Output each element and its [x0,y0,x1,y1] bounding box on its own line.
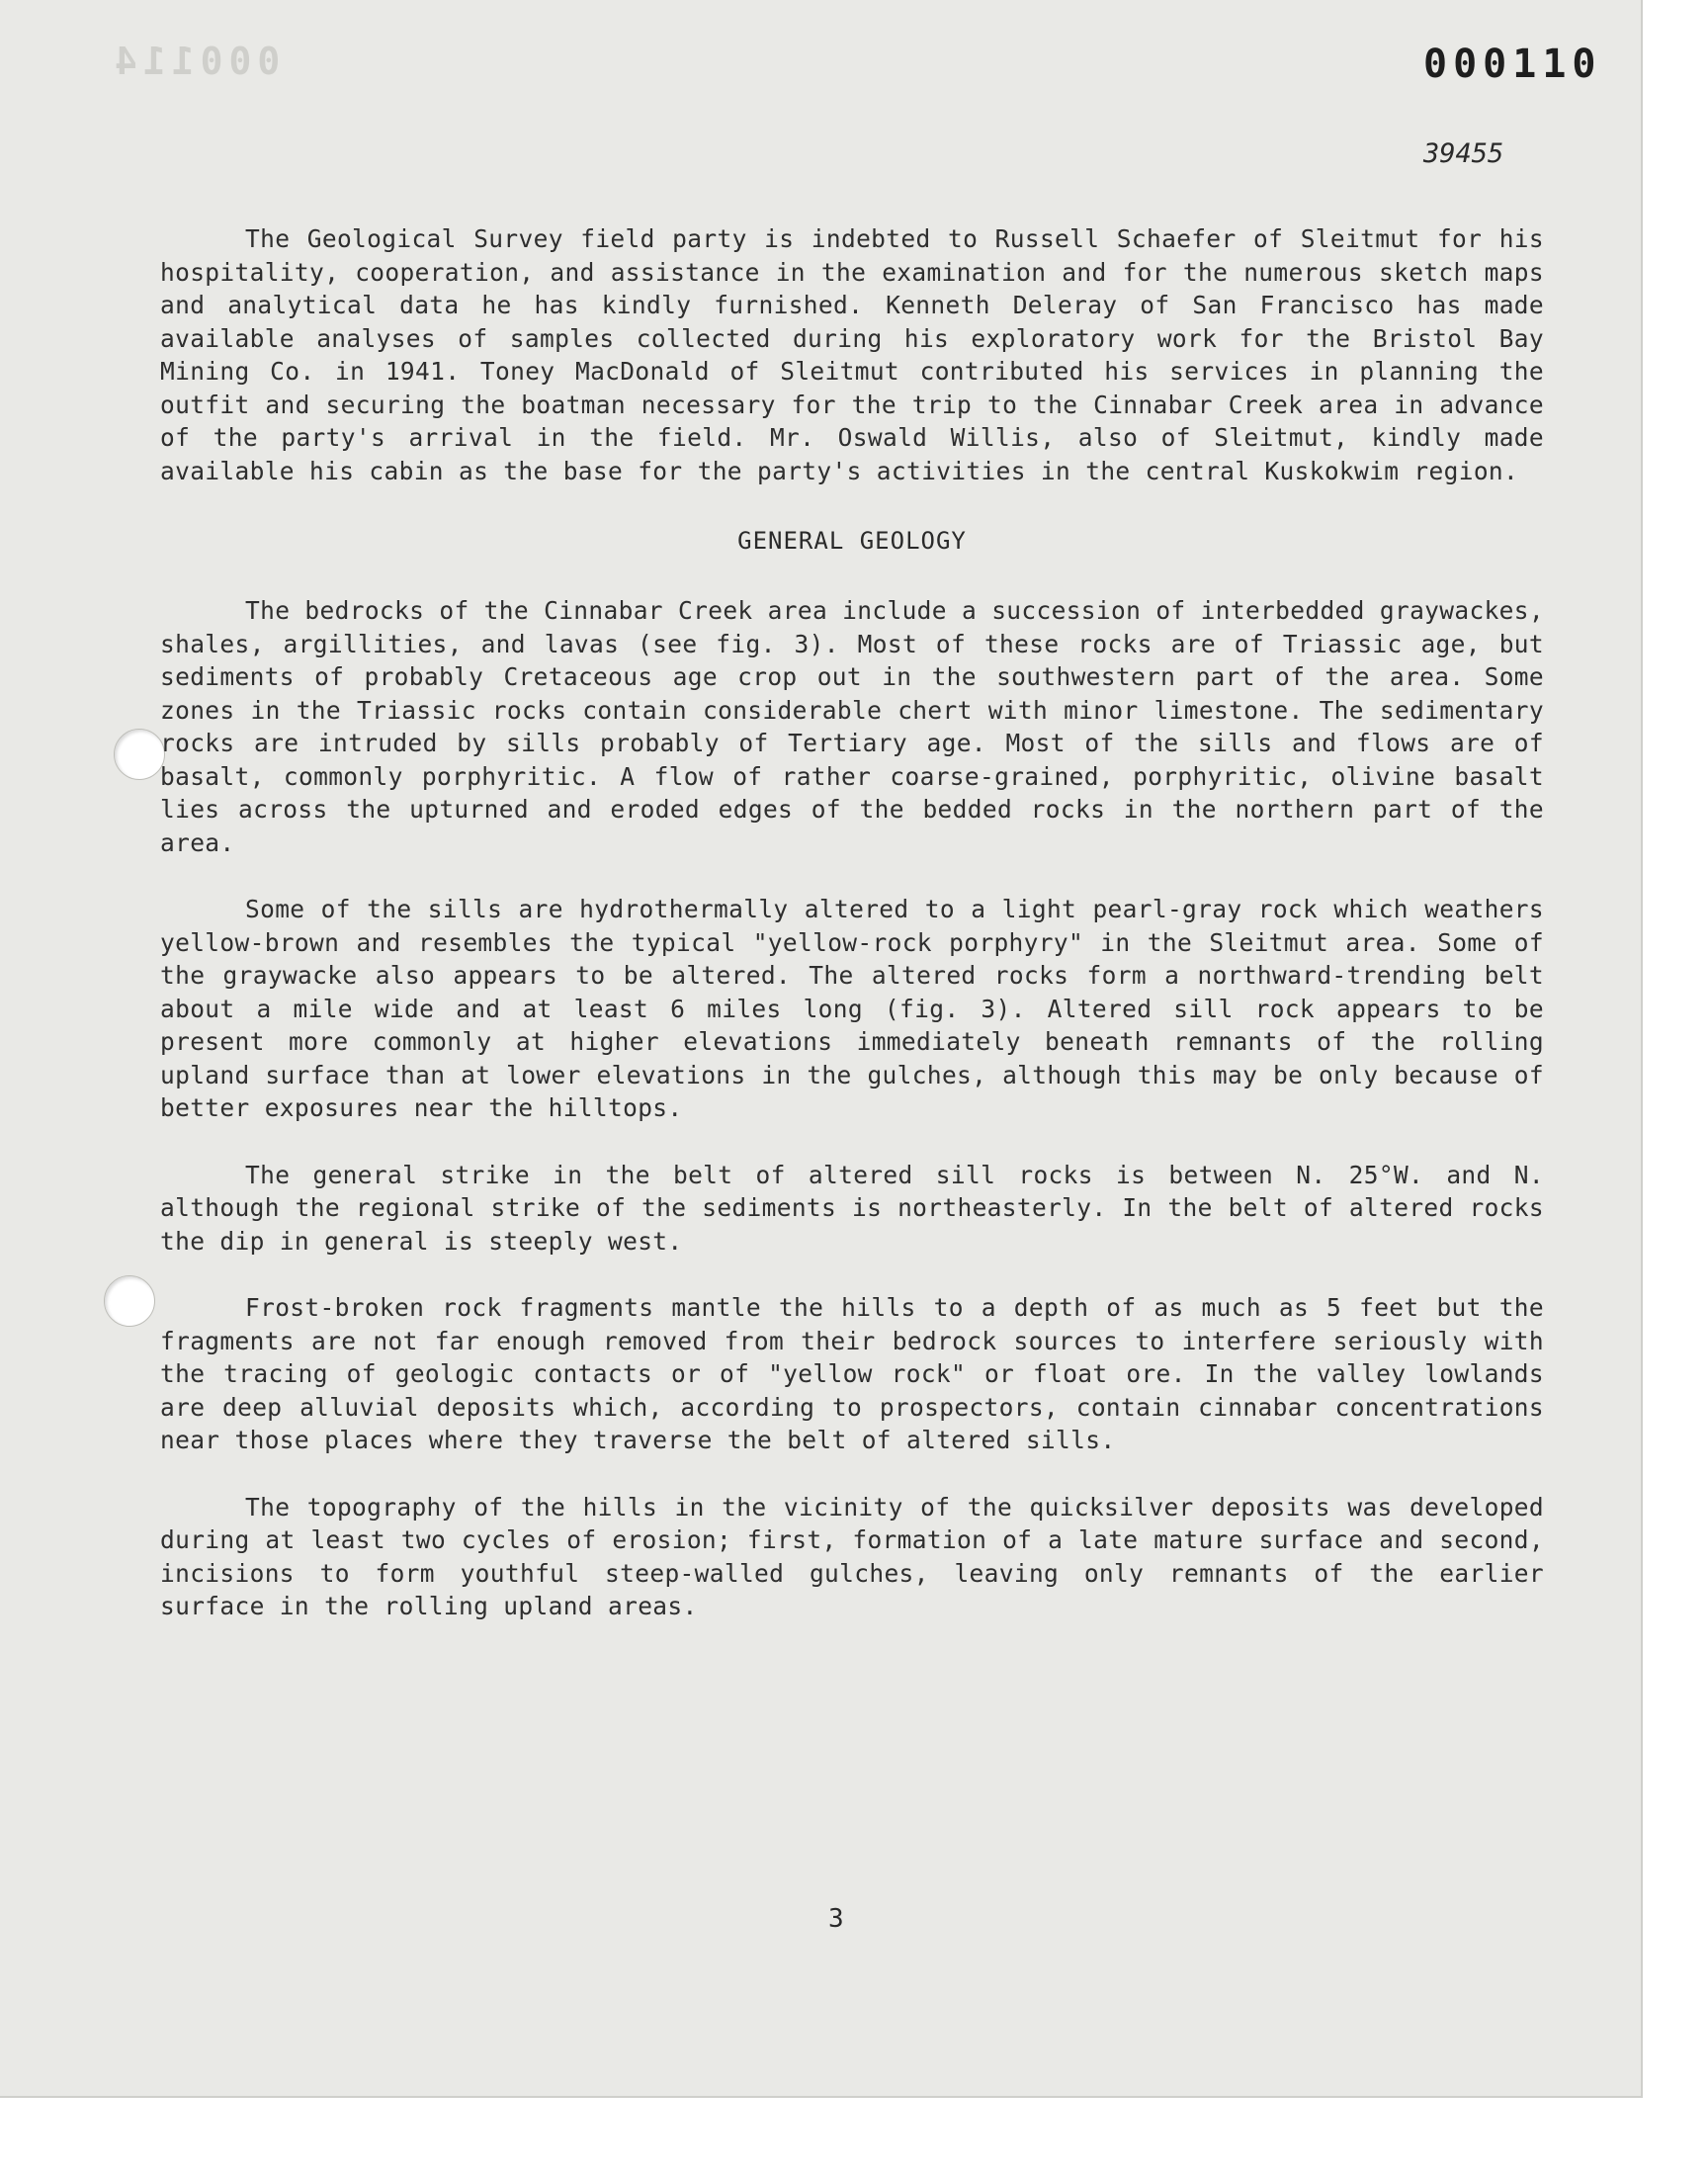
punch-hole [114,729,165,780]
bleed-through-number: 000114 [109,40,281,83]
body-paragraph: The general strike in the belt of altered sill rocks is between N. 25°W. and N. although the regional strike of the sediments is northeasterly. In the belt of altered rocks the dip in general is steeply west. [160,1160,1544,1256]
punch-hole [104,1275,155,1327]
body-paragraph: The bedrocks of the Cinnabar Creek area include a succession of interbedded graywackes, shales, argillities, and lavas (see fig. 3). Most of these rocks are of Triassic age, but sediments of probably Cretaceous age crop out in the southwestern part of the area. Some zones in the Triassic rocks contain considerable chert with minor limestone. The sedimentary rocks are intruded by sills probably of Tertiary age. Most of the sills and flows are of basalt, commonly porphyritic. A flow of rather coarse-grained, porphyritic, olivine basalt lies across the upturned and eroded edges of the bedded rocks in the northern part of the area. [160,596,1544,857]
body-paragraph: Some of the sills are hydrothermally altered to a light pearl-gray rock which weathers yellow-brown and resembles the typical "yellow-rock porphyry" in the Sleitmut area. Some of the graywacke also appears to be altered. The altered rocks form a northward-trending belt about a mile wide and at least 6 miles long (fig. 3). Altered sill rock appears to be present more commonly at higher elevations immediately beneath remnants of the rolling upland surface than at lower elevations in the gulches, although this may be only because of better exposures near the hilltops. [160,895,1544,1122]
page-number: 3 [828,1904,844,1934]
body-text [160,222,1544,1657]
body-paragraph: The topography of the hills in the vicinity of the quicksilver deposits was developed during at least two cycles of erosion; first, formation of a late mature surface and second, incisions to form youthful steep-walled gulches, leaving only remnants of the earlier surface in the rolling upland areas. [160,1492,1544,1620]
section-heading: GENERAL GEOLOGY [737,527,967,555]
reference-number: 39455 [1423,138,1504,169]
document-number: 000110 [1423,42,1602,87]
acknowledgments-paragraph: The Geological Survey field party is indebted to Russell Schaefer of Sleitmut for his hospitality, cooperation, and assistance in the examination and for the numerous sketch maps and analytical data he has kindly furnished. Kenneth Deleray of San Francisco has made available analyses of samples collected during his exploratory work for the Bristol Bay Mining Co. in 1941. Toney MacDonald of Sleitmut contributed his services in planning the outfit and securing the boatman necessary for the trip to the Cinnabar Creek area in advance of the party's arrival in the field. Mr. Oswald Willis, also of Sleitmut, kindly made available his cabin as the base for the party's activities in the central Kuskokwim region. [160,224,1544,485]
body-paragraph: Frost-broken rock fragments mantle the hills to a depth of as much as 5 feet but the fragments are not far enough removed from their bedrock sources to interfere seriously with the tracing of geologic contacts or of "yellow rock" or float ore. In the valley lowlands are deep alluvial deposits which, according to prospectors, contain cinnabar concentrations near those places where they traverse the belt of altered sills. [160,1293,1544,1454]
